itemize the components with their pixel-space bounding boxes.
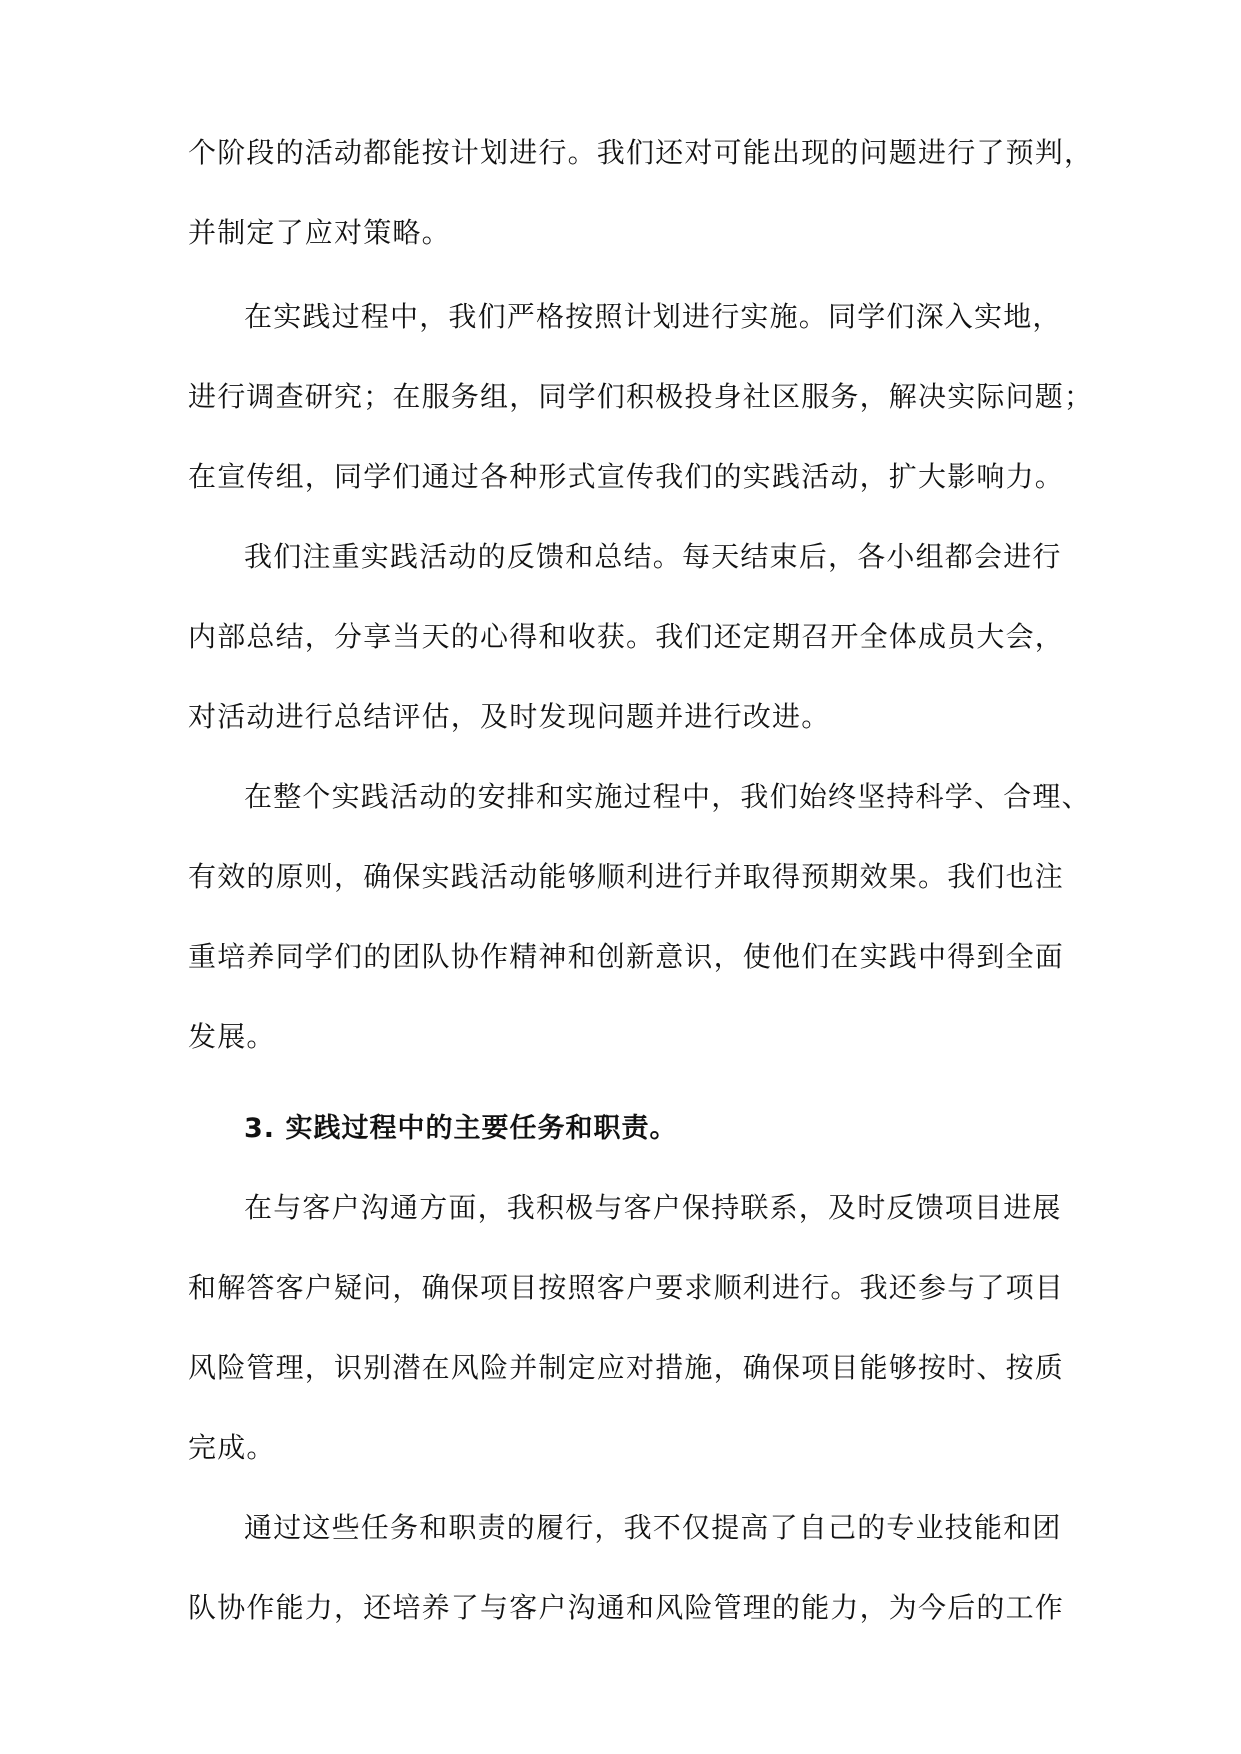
text-line: 并制定了应对策略。 [188,216,451,249]
paragraph-start-line: 通过这些任务和职责的履行，我不仅提高了自己的专业技能和团 [244,1511,1062,1544]
text-line: 风险管理，识别潜在风险并制定应对措施，确保项目能够按时、按质 [188,1351,1065,1384]
text-line: 有效的原则，确保实践活动能够顺利进行并取得预期效果。我们也注 [188,860,1065,893]
paragraph-start-line: 在与客户沟通方面，我积极与客户保持联系，及时反馈项目进展 [244,1191,1062,1224]
section-heading: 3. 实践过程中的主要任务和职责。 [244,1113,678,1144]
text-line: 个阶段的活动都能按计划进行。我们还对可能出现的问题进行了预判， [188,136,1094,169]
text-line: 对活动进行总结评估，及时发现问题并进行改进。 [188,700,831,733]
text-line: 队协作能力，还培养了与客户沟通和风险管理的能力，为今后的工作 [188,1591,1065,1624]
text-line: 和解答客户疑问，确保项目按照客户要求顺利进行。我还参与了项目 [188,1271,1065,1304]
paragraph-start-line: 在实践过程中，我们严格按照计划进行实施。同学们深入实地， [244,300,1062,333]
text-line: 内部总结，分享当天的心得和收获。我们还定期召开全体成员大会， [188,620,1065,653]
paragraph-start-line: 我们注重实践活动的反馈和总结。每天结束后，各小组都会进行 [244,540,1062,573]
text-line: 在宣传组，同学们通过各种形式宣传我们的实践活动，扩大影响力。 [188,460,1065,493]
text-line: 进行调查研究；在服务组，同学们积极投身社区服务，解决实际问题； [188,380,1094,413]
text-line: 发展。 [188,1020,276,1053]
text-line: 重培养同学们的团队协作精神和创新意识，使他们在实践中得到全面 [188,940,1065,973]
paragraph-start-line: 在整个实践活动的安排和实施过程中，我们始终坚持科学、合理、 [244,780,1091,813]
text-line: 完成。 [188,1431,276,1464]
